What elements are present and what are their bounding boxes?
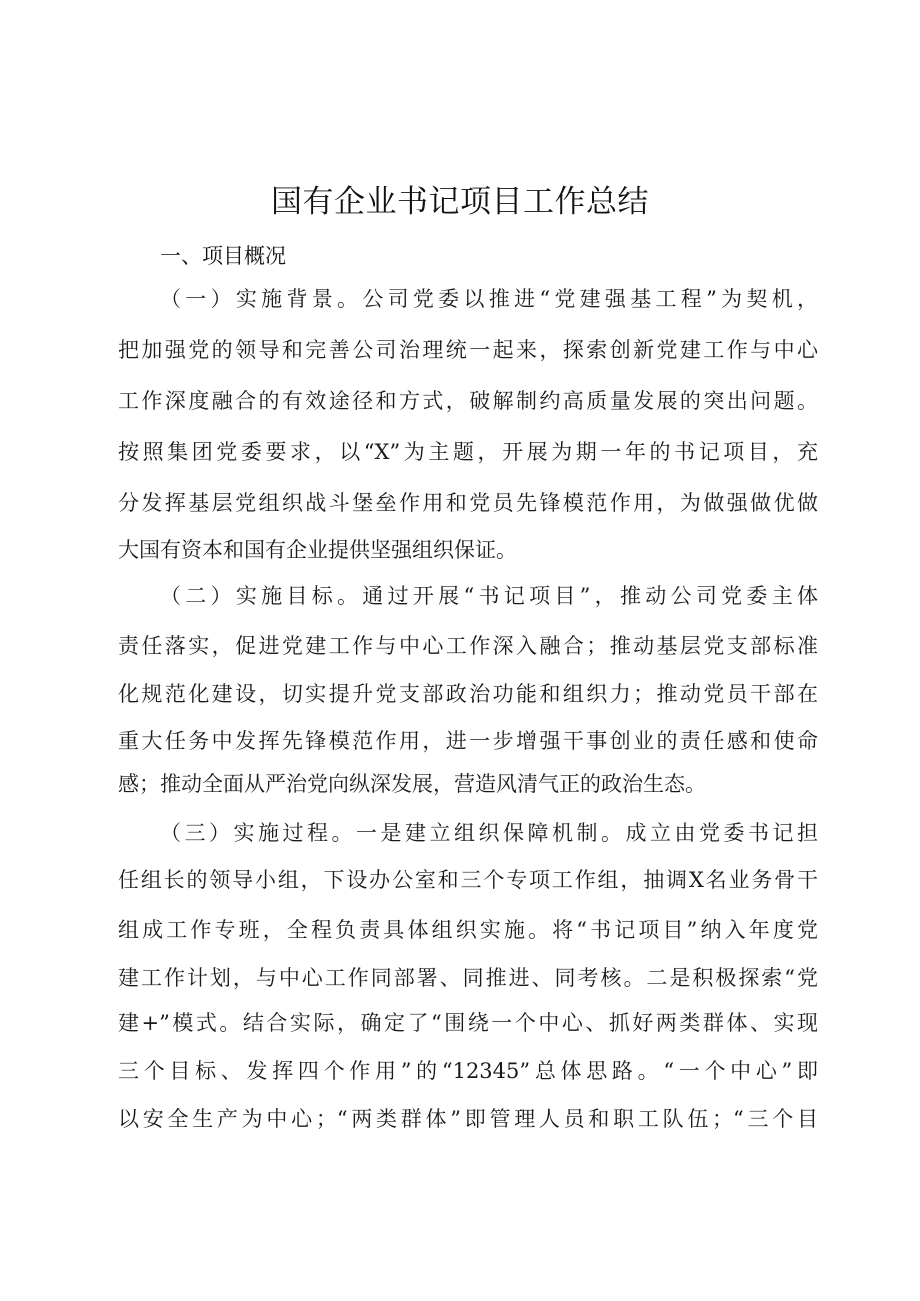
paragraph-line: 按照集团党委要求，以“X”为主题，开展为期一年的书记项目，充 [118, 440, 818, 464]
paragraph-line: 组成工作专班，全程负责具体组织实施。将“书记项目”纳入年度党 [118, 918, 818, 942]
paragraph-line: （一）实施背景。公司党委以推进“党建强基工程”为契机， [160, 287, 818, 311]
paragraph-line: 任组长的领导小组，下设办公室和三个专项工作组，抽调X名业务骨干 [118, 868, 818, 892]
paragraph-line: 大国有资本和国有企业提供坚强组织保证。 [118, 538, 517, 562]
paragraph-line: 建+”模式。结合实际，确定了“围绕一个中心、抓好两类群体、实现 [118, 1011, 818, 1035]
paragraph-line: 把加强党的领导和完善公司治理统一起来，探索创新党建工作与中心 [118, 338, 818, 362]
paragraph-line: 三个目标、发挥四个作用”的“12345”总体思路。“一个中心”即 [118, 1059, 818, 1083]
paragraph-line: 重大任务中发挥先锋模范作用，进一步增强干事创业的责任感和使命 [118, 729, 818, 753]
paragraph-line: 感；推动全面从严治党向纵深发展，营造风清气正的政治生态。 [118, 772, 706, 796]
document-title: 国有企业书记项目工作总结 [271, 184, 649, 220]
paragraph-line: （二）实施目标。通过开展“书记项目”，推动公司党委主体 [160, 584, 818, 608]
paragraph-line: 化规范化建设，切实提升党支部政治功能和组织力；推动党员干部在 [118, 682, 818, 706]
paragraph-line: 建工作计划，与中心工作同部署、同推进、同考核。二是积极探索“党 [118, 966, 818, 990]
paragraph-line: 以安全生产为中心；“两类群体”即管理人员和职工队伍；“三个目 [118, 1107, 818, 1131]
paragraph-line: 责任落实，促进党建工作与中心工作深入融合；推动基层党支部标准 [118, 634, 818, 658]
paragraph-line: 分发挥基层党组织战斗堡垒作用和党员先锋模范作用，为做强做优做 [118, 491, 818, 515]
paragraph-line: （三）实施过程。一是建立组织保障机制。成立由党委书记担 [160, 821, 818, 845]
section-heading: 一、项目概况 [160, 244, 286, 268]
paragraph-line: 工作深度融合的有效途径和方式，破解制约高质量发展的突出问题。 [118, 389, 818, 413]
